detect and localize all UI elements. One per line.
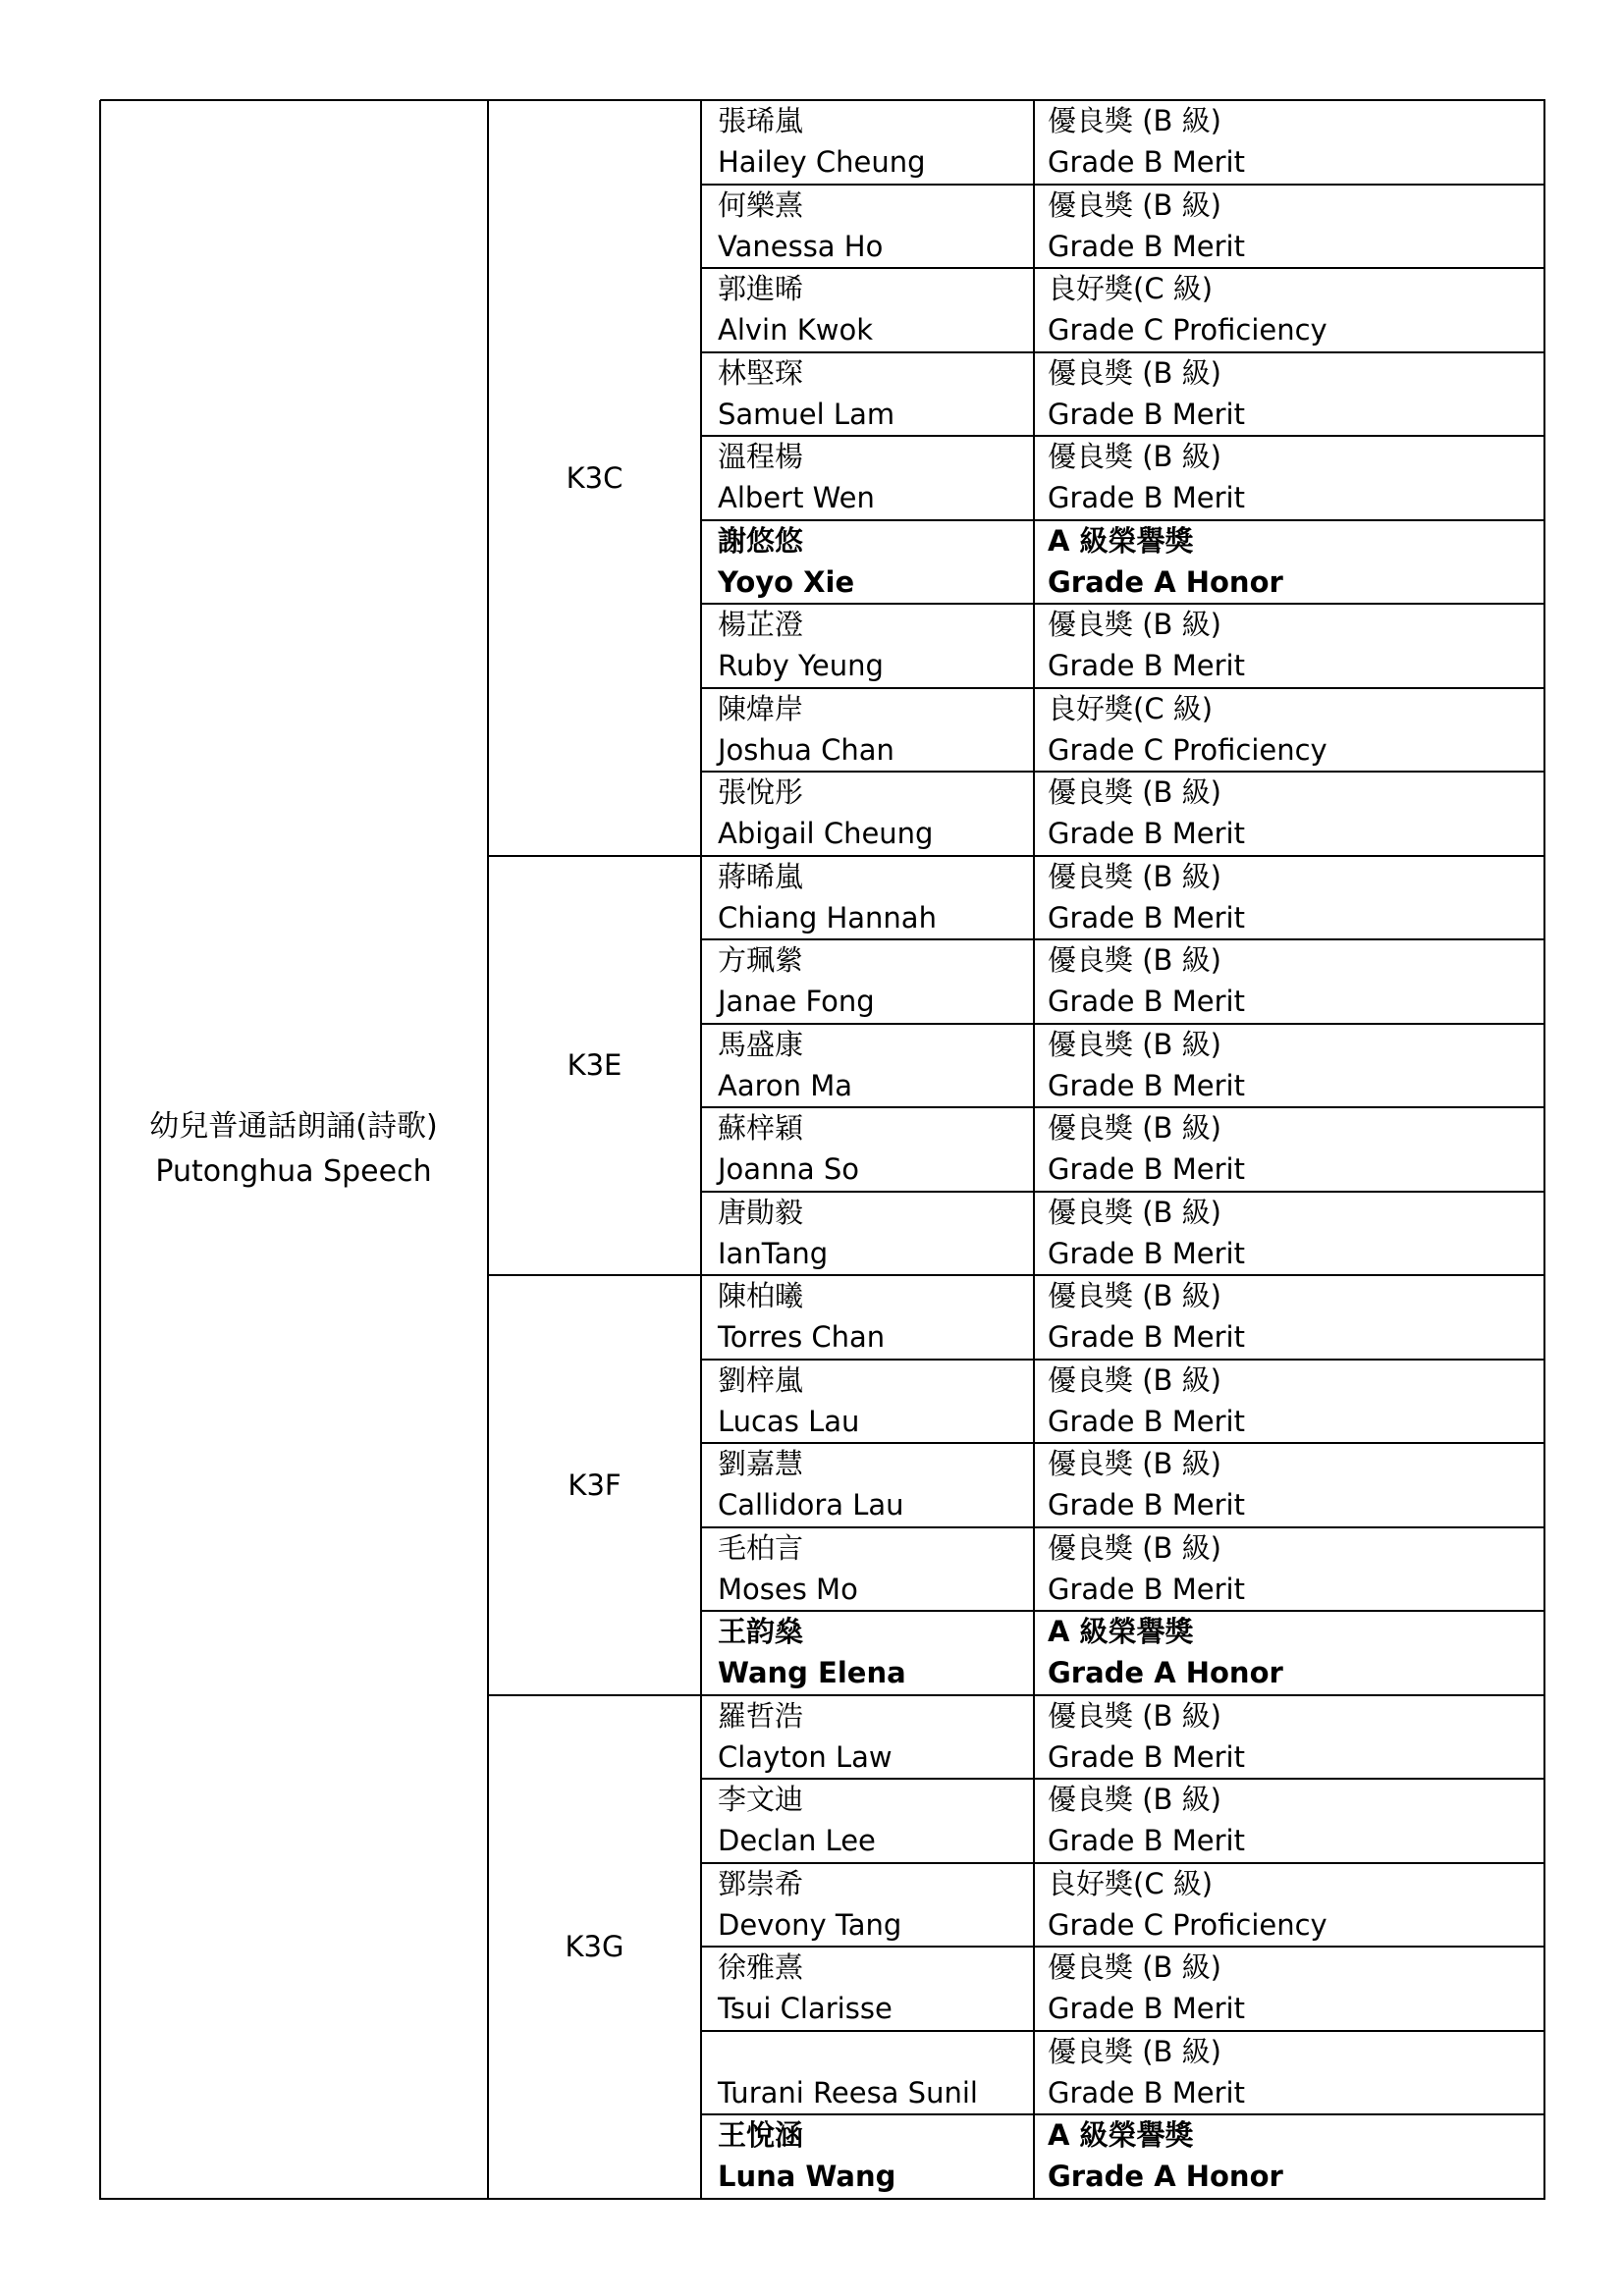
award-en: Grade C Proficiency [1048,732,1327,767]
class-label: K3E [567,1048,623,1083]
award-en: Grade B Merit [1048,1236,1245,1270]
student-name-zh: 張悅彤 [718,775,804,809]
event-name-zh: 幼兒普通話朗誦(詩歌) [149,1108,438,1144]
award-zh: 優良獎 (B 級) [1048,1698,1221,1733]
student-name-en: Samuel Lam [718,397,895,431]
student-name-en: Tsui Clarisse [718,1992,893,2025]
award-zh: 良好獎(C 級) [1048,691,1214,725]
table-vertical-border [700,100,702,2200]
student-name-en: Wang Elena [718,1656,906,1689]
student-name-zh: 李文迪 [718,1783,804,1816]
student-name-en: Vanessa Ho [718,229,884,263]
student-name-zh: 郭進晞 [718,272,804,305]
student-name-zh: 陳柏曦 [718,1279,804,1312]
student-name-en: Joanna So [718,1152,859,1186]
student-name-en: Clayton Law [718,1739,893,1774]
award-zh: 優良獎 (B 級) [1048,1195,1221,1229]
award-en: Grade B Merit [1048,900,1245,934]
award-zh: A 級榮譽獎 [1048,523,1194,558]
award-en: Grade B Merit [1048,985,1245,1018]
student-name-en: Moses Mo [718,1572,858,1606]
award-en: Grade B Merit [1048,1488,1245,1522]
student-name-en: Joshua Chan [718,732,894,767]
award-zh: 優良獎 (B 級) [1048,187,1221,222]
table-vertical-border [487,100,489,2200]
student-name-zh: 何樂熹 [718,187,804,222]
award-en: Grade B Merit [1048,145,1245,179]
student-name-zh: 林堅琛 [718,355,804,390]
class-group-divider [488,1694,1545,1696]
award-en: Grade A Honor [1048,2160,1283,2193]
award-en: Grade B Merit [1048,1320,1245,1354]
student-name-en: Chiang Hannah [718,900,937,934]
student-name-zh: 王韵燊 [718,1615,804,1648]
award-en: Grade A Honor [1048,564,1283,599]
student-name-en: Declan Lee [718,1824,876,1857]
table-bottom-border [100,2198,1545,2200]
award-en: Grade B Merit [1048,1992,1245,2025]
award-zh: 優良獎 (B 級) [1048,1783,1221,1816]
class-group-divider [488,1274,1545,1276]
student-name-en: Callidora Lau [718,1488,904,1522]
class-label: K3F [568,1468,622,1502]
student-name-en: Ruby Yeung [718,649,884,682]
award-en: Grade B Merit [1048,649,1245,682]
award-zh: 優良獎 (B 級) [1048,859,1221,893]
award-en: Grade B Merit [1048,397,1245,431]
award-zh: 良好獎(C 級) [1048,272,1214,305]
student-name-zh: 徐雅熹 [718,1950,804,1984]
table-vertical-border [1543,100,1545,2200]
award-zh: 良好獎(C 級) [1048,1866,1214,1900]
student-name-zh: 陳煒岸 [718,691,804,725]
student-name-en: Abigail Cheung [718,817,934,850]
student-name-en: Luna Wang [718,2160,896,2193]
student-name-zh: 王悅涵 [718,2118,804,2152]
table-vertical-border [1033,100,1035,2200]
student-name-en: IanTang [718,1236,829,1270]
student-name-zh: 溫程楊 [718,440,804,473]
student-name-zh: 羅哲浩 [718,1698,804,1733]
student-name-zh: 方珮縈 [718,943,804,977]
student-name-zh: 鄧崇希 [718,1866,804,1900]
award-en: Grade B Merit [1048,1068,1245,1102]
award-en: Grade B Merit [1048,229,1245,263]
student-name-en: Hailey Cheung [718,145,926,179]
award-en: Grade B Merit [1048,1152,1245,1186]
student-name-en: Torres Chan [718,1320,886,1354]
award-en: Grade B Merit [1048,2075,1245,2109]
award-en: Grade C Proficiency [1048,1907,1327,1942]
student-name-zh: 劉梓嵐 [718,1362,804,1397]
student-name-zh: 張琋嵐 [718,104,804,137]
student-name-en: Turani Reesa Sunil [718,2075,978,2109]
award-en: Grade B Merit [1048,481,1245,514]
award-zh: 優良獎 (B 級) [1048,1447,1221,1480]
student-name-zh: 毛柏言 [718,1530,804,1565]
award-zh: 優良獎 (B 級) [1048,775,1221,809]
class-label: K3C [566,460,623,495]
award-zh: 優良獎 (B 級) [1048,943,1221,977]
student-name-zh: 楊芷澄 [718,608,804,641]
class-label: K3G [565,1930,624,1963]
award-zh: 優良獎 (B 級) [1048,2034,1221,2068]
table-top-border [100,99,1545,101]
class-group-divider [488,855,1545,857]
student-name-zh: 蘇梓穎 [718,1111,804,1145]
award-en: Grade A Honor [1048,1656,1283,1689]
student-name-zh: 馬盛康 [718,1027,804,1061]
award-zh: 優良獎 (B 級) [1048,1111,1221,1145]
award-en: Grade B Merit [1048,1739,1245,1774]
award-zh: 優良獎 (B 級) [1048,1027,1221,1061]
student-name-en: Devony Tang [718,1907,902,1942]
student-name-zh: 謝悠悠 [718,523,804,558]
award-zh: 優良獎 (B 級) [1048,1530,1221,1565]
student-name-en: Lucas Lau [718,1404,860,1438]
award-en: Grade B Merit [1048,1824,1245,1857]
student-name-zh: 劉嘉慧 [718,1447,804,1480]
student-name-zh: 蔣晞嵐 [718,859,804,893]
award-zh: 優良獎 (B 級) [1048,1950,1221,1984]
student-name-en: Alvin Kwok [718,313,873,347]
award-zh: 優良獎 (B 級) [1048,440,1221,473]
award-zh: 優良獎 (B 級) [1048,355,1221,390]
student-name-en: Yoyo Xie [718,564,855,599]
student-name-en: Aaron Ma [718,1068,853,1102]
student-name-en: Janae Fong [718,985,875,1018]
student-name-en: Albert Wen [718,481,875,514]
award-zh: 優良獎 (B 級) [1048,104,1221,137]
award-en: Grade C Proficiency [1048,313,1327,347]
award-en: Grade B Merit [1048,1572,1245,1606]
event-name-en: Putonghua Speech [155,1153,432,1189]
award-en: Grade B Merit [1048,1404,1245,1438]
award-zh: A 級榮譽獎 [1048,1615,1194,1648]
award-zh: 優良獎 (B 級) [1048,1362,1221,1397]
student-name-zh: 唐勛毅 [718,1195,804,1229]
award-zh: 優良獎 (B 級) [1048,608,1221,641]
award-en: Grade B Merit [1048,817,1245,850]
award-zh: 優良獎 (B 級) [1048,1279,1221,1312]
table-vertical-border [99,100,101,2200]
event-label [100,1104,487,1195]
award-zh: A 級榮譽獎 [1048,2118,1194,2152]
